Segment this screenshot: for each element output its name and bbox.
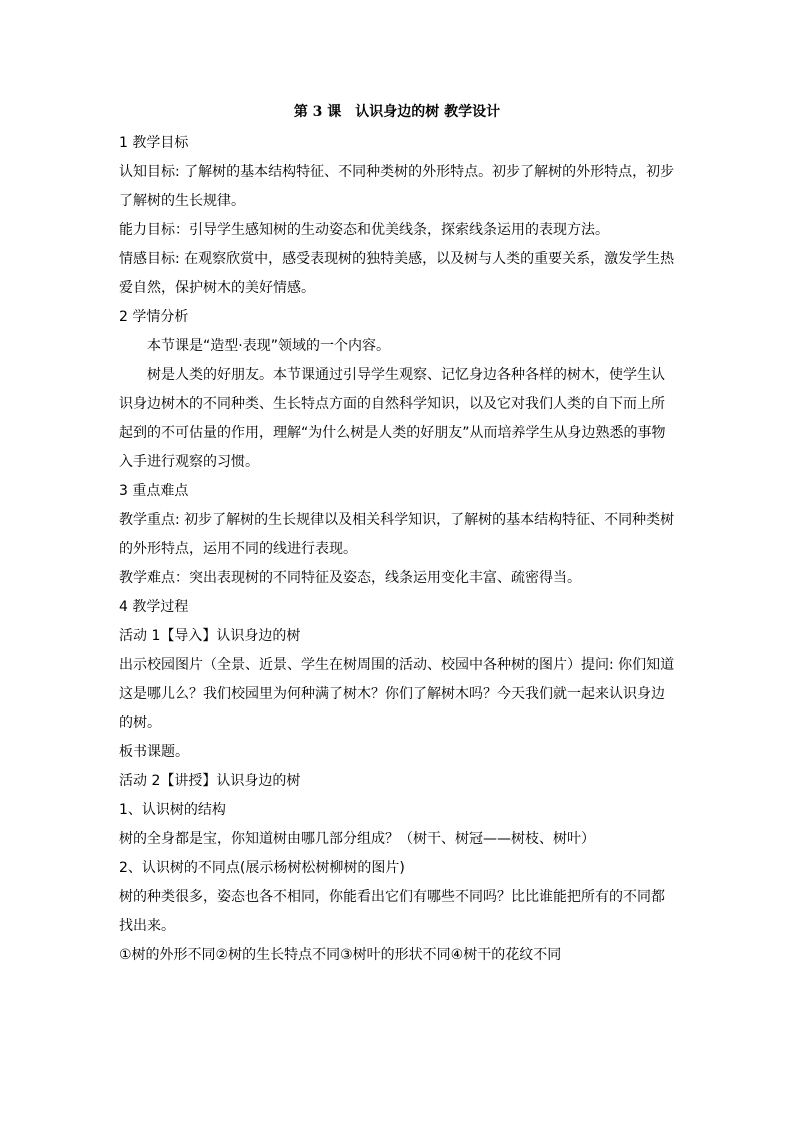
paragraph-board-title: 板书课题。 — [119, 744, 189, 760]
paragraph-emotion-goal: 情感目标: 在观察欣赏中，感受表现树的独特美感，以及树与人类的重要关系，激发学生热爱自然，保护树木的美好情感。 — [119, 251, 675, 296]
paragraph-cognitive-goal: 认知目标: 了解树的基本结构特征、不同种类树的外形特点。初步了解树的外形特点，初步了解树的生长规律。 — [119, 164, 675, 209]
section-heading-objectives: 1 教学目标 — [119, 135, 189, 151]
section-heading-process: 4 教学过程 — [119, 599, 189, 615]
paragraph-difficulty: 教学难点：突出表现树的不同特征及姿态，线条运用变化丰富、疏密得当。 — [119, 570, 581, 586]
step-1-heading: 1、认识树的结构 — [119, 802, 226, 818]
paragraph-tree-structure: 树的全身都是宝，你知道树由哪几部分组成？（树干、树冠——树枝、树叶） — [119, 831, 595, 847]
paragraph-analysis-1: 本节课是“造型·表现”领域的一个内容。 — [147, 338, 390, 354]
paragraph-activity-1: 出示校园图片（全景、近景、学生在树周围的活动、校园中各种树的图片）提问: 你们知道这是哪儿么？我们校园里为何种满了树木？你们了解树木吗？今天我们就一起来认识身边的树。 — [119, 657, 675, 731]
activity-1-heading: 活动 1【导入】认识身边的树 — [119, 628, 301, 644]
paragraph-ability-goal: 能力目标：引导学生感知树的生动姿态和优美线条，探索线条运用的表现方法。 — [119, 222, 609, 238]
document-body — [119, 129, 677, 970]
paragraph-tree-differences: 树的种类很多，姿态也各不相同，你能看出它们有哪些不同吗？比比谁能把所有的不同都找出来。 — [119, 889, 665, 934]
activity-2-heading: 活动 2【讲授】认识身边的树 — [119, 773, 301, 789]
section-heading-key-points: 3 重点难点 — [119, 483, 189, 499]
paragraph-difference-list: ①树的外形不同②树的生长特点不同③树叶的形状不同④树干的花纹不同 — [119, 947, 562, 963]
step-2-heading: 2、认识树的不同点(展示杨树松树柳树的图片) — [119, 860, 405, 876]
document-title: 第 3 课 认识身边的树 教学设计 — [293, 104, 501, 120]
paragraph-analysis-2: 树是人类的好朋友。本节课通过引导学生观察、记忆身边各种各样的树木，使学生认识身边树木的不同种类、生长特点方面的自然科学知识，以及它对我们人类的自下而上所起到的不可估量的作用，理解“为什么树是人类的好朋友”从而培养学生从身边熟悉的事物入手进行观察的习惯。 — [119, 367, 666, 470]
section-heading-analysis: 2 学情分析 — [119, 309, 189, 325]
paragraph-key-point: 教学重点: 初步了解树的生长规律以及相关科学知识，了解树的基本结构特征、不同种类树的外形特点，运用不同的线进行表现。 — [119, 512, 675, 557]
